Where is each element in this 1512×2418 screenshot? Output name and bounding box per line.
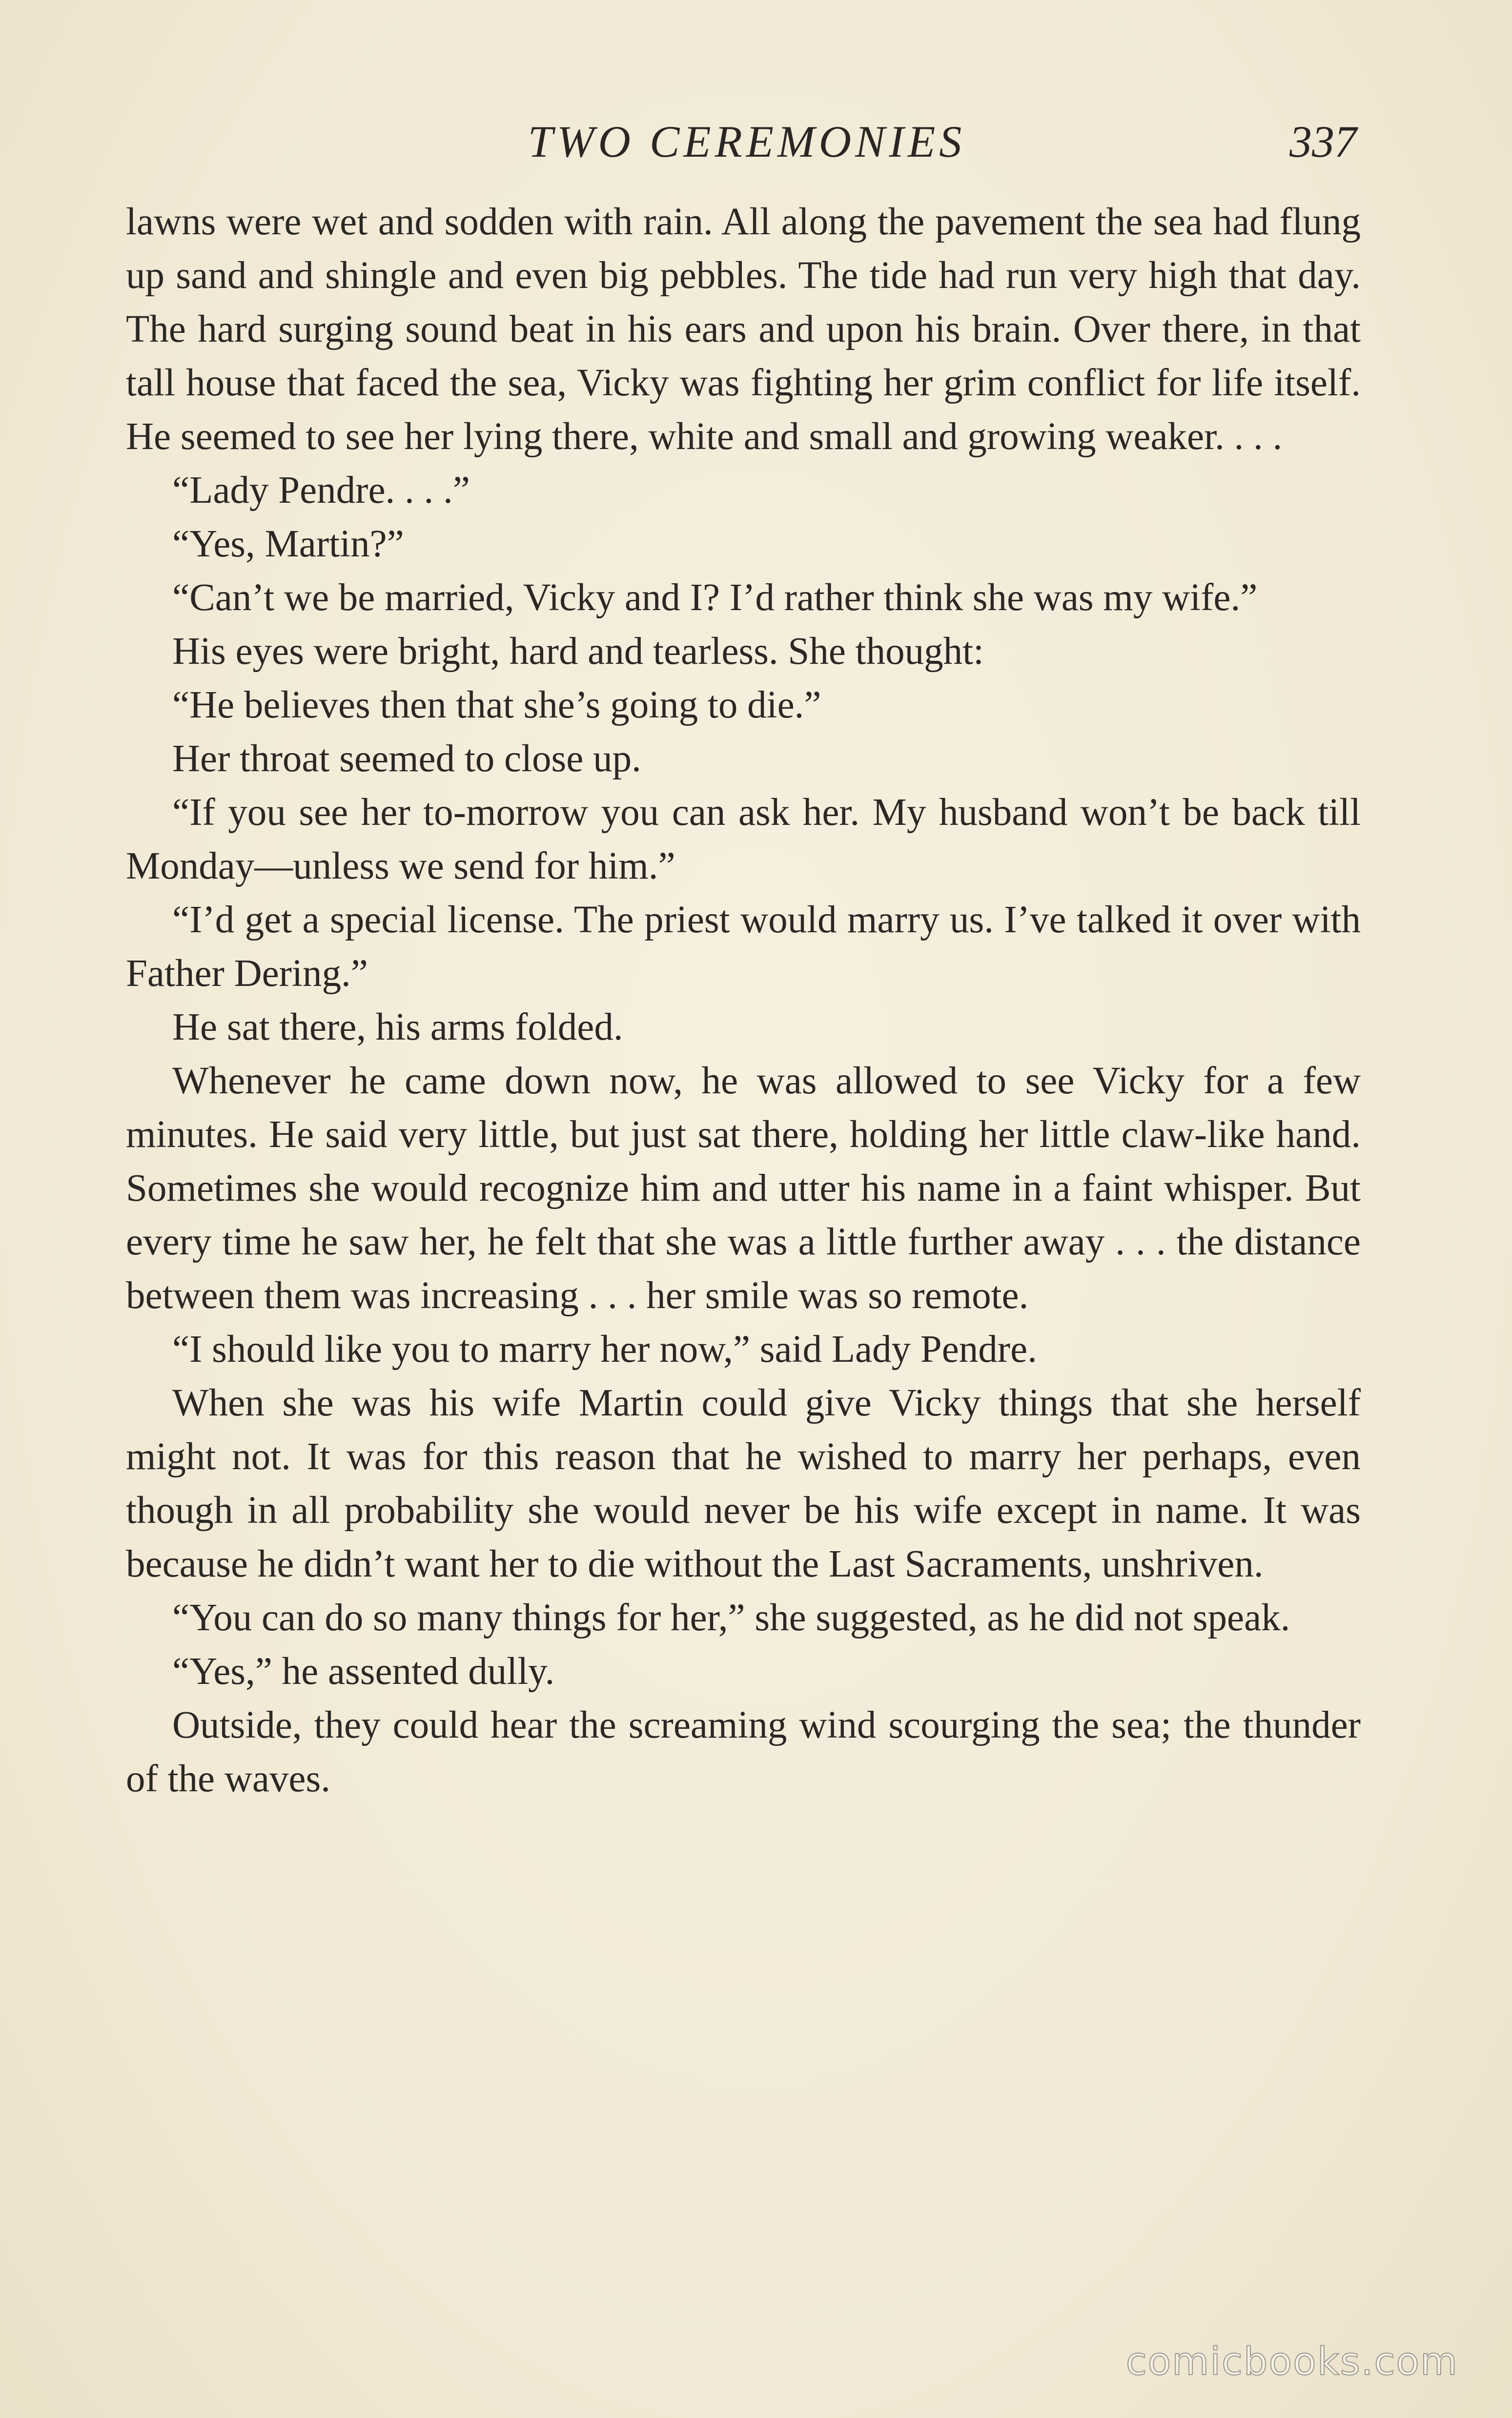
paragraph: He sat there, his arms folded. (172, 1006, 623, 1048)
page-number: 337 (1289, 117, 1357, 166)
paragraph: Whenever he came down now, he was allowed to see Vicky for a few minutes. He said very little, but just sat there, holding her little claw-like hand. Sometimes she would recognize him and utter his name in a faint whisper. But every time he saw her, he felt that she was a little further away . . . the distance between them was increasing . . . her smile was so remote. (126, 1060, 1361, 1317)
paragraph: “He believes then that she’s going to die.” (172, 684, 821, 726)
paragraph: “Yes,” he assented dully. (172, 1650, 555, 1693)
running-head: TWO CEREMONIES (528, 117, 966, 166)
paragraph: “You can do so many things for her,” she suggested, as he did not speak. (172, 1597, 1290, 1639)
page-header (127, 110, 1367, 173)
paragraph: “I’d get a special license. The priest would marry us. I’ve talked it over with Father Dering.” (126, 899, 1361, 995)
paragraph: Her throat seemed to close up. (172, 738, 641, 780)
watermark: comicbooks.com (1125, 2340, 1458, 2384)
paragraph: “I should like you to marry her now,” said Lady Pendre. (172, 1328, 1037, 1371)
paragraph: “Can’t we be married, Vicky and I? I’d rather think she was my wife.” (172, 576, 1258, 619)
paragraph: Outside, they could hear the screaming wind scourging the sea; the thunder of the waves. (126, 1704, 1361, 1800)
paragraph: When she was his wife Martin could give Vicky things that she herself might not. It was for this reason that he wished to marry her perhaps, even though in all probability she would never be his wife except in name. It was because he didn’t want her to die without the Last Sacraments, unshriven. (126, 1382, 1361, 1585)
paragraph: “Lady Pendre. . . .” (172, 469, 470, 512)
paragraph: lawns were wet and sodden with rain. All along the pavement the sea had flung up sand and shingle and even big pebbles. The tide had run very high that day. The hard surging sound beat in his ears and upon his brain. Over there, in that tall house that faced the sea, Vicky was fighting her grim conflict for life itself. He seemed to see her lying there, white and small and growing weaker. . . . (126, 201, 1361, 458)
body-text (126, 195, 1361, 1806)
paragraph: “Yes, Martin?” (172, 523, 404, 565)
paragraph: “If you see her to-morrow you can ask her. My husband won’t be back till Monday—unless we send for him.” (126, 791, 1361, 887)
paragraph: His eyes were bright, hard and tearless. She thought: (172, 630, 984, 673)
